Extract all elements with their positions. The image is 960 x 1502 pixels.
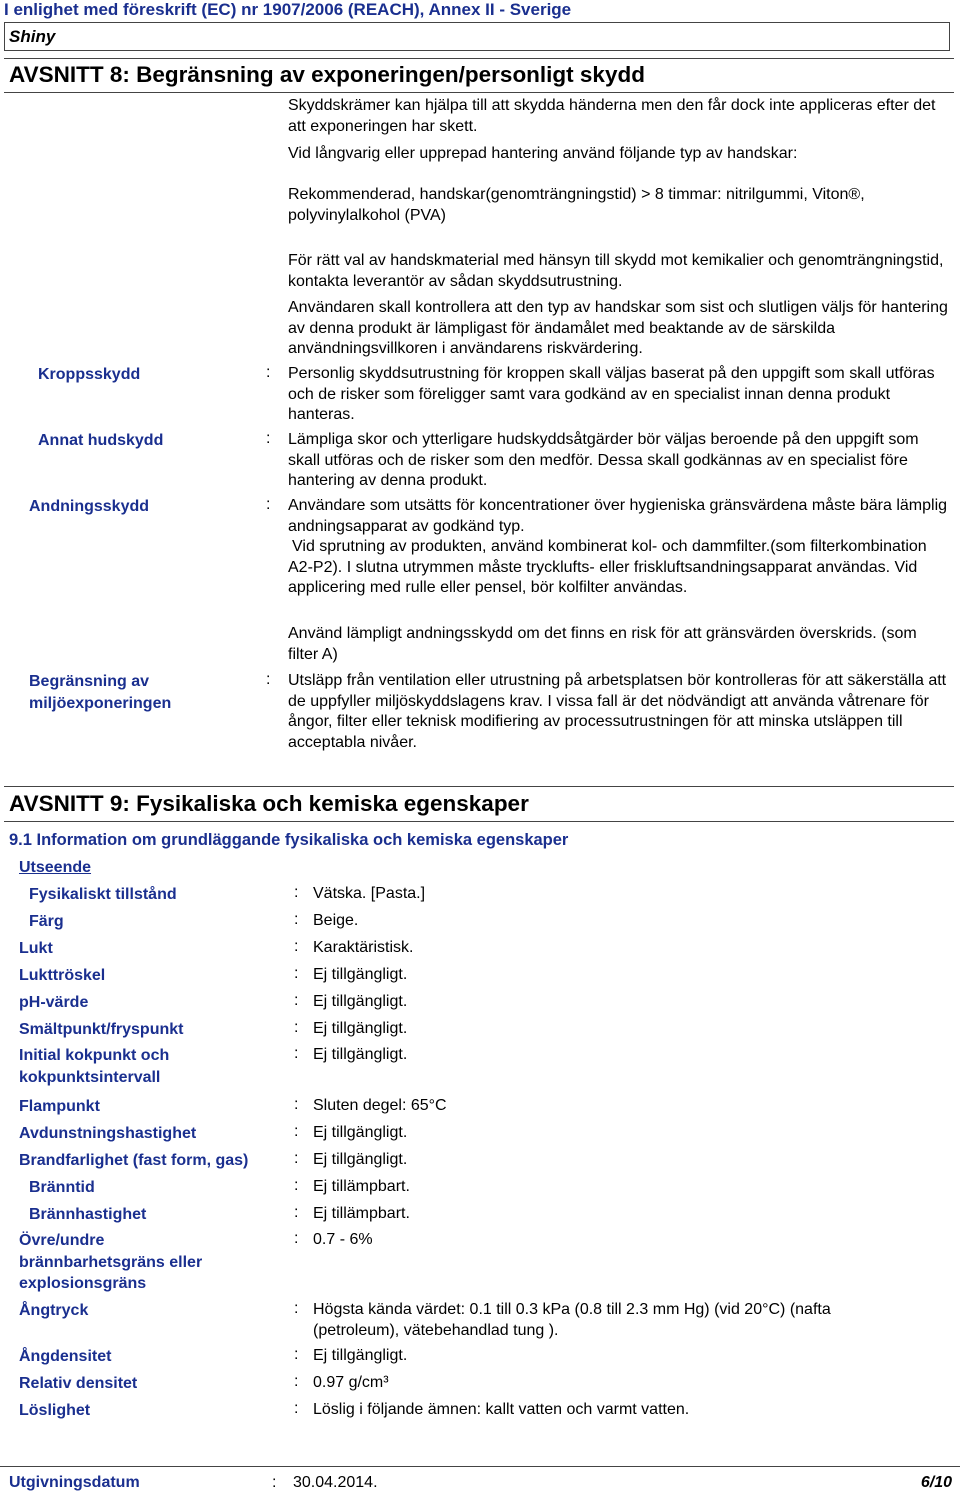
prop-label: Bränntid: [29, 1179, 95, 1196]
prop-colon: :: [294, 1346, 299, 1363]
regulation-header: I enlighet med föreskrift (EC) nr 1907/2006 (REACH), Annex II - Sverige: [4, 0, 572, 19]
prop-colon: :: [294, 1373, 299, 1390]
prop-colon: :: [294, 1177, 299, 1194]
prop-label: Lukttröskel: [19, 967, 106, 984]
prop-value: Ej tillgängligt.: [313, 1046, 408, 1063]
row-text-annat-hudskydd: Lämpliga skor och ytterligare hudskyddsåtgärder bör väljas beroende på den uppgift som skall utföras och de risker som den medför. Dessa skall godkännas av en specialist före hantering av denna produkt.: [288, 431, 919, 489]
prop-label: Fysikaliskt tillstånd: [29, 886, 177, 903]
prop-value: Högsta kända värdet: 0.1 till 0.3 kPa (0.8 till 2.3 mm Hg) (vid 20°C) (nafta (petroleum), vätebehandlad tung ).: [313, 1301, 831, 1339]
prop-label: Brandfarlighet (fast form, gas): [19, 1152, 249, 1169]
prop-colon: :: [294, 992, 299, 1009]
prop-colon: :: [294, 1096, 299, 1113]
page-number: 6/10: [920, 1474, 952, 1491]
row-colon: :: [266, 496, 271, 513]
prop-label: Avdunstningshastighet: [19, 1125, 197, 1142]
product-box: [4, 22, 950, 51]
prop-colon: :: [294, 1123, 299, 1140]
hand-paragraph: Skyddskrämer kan hjälpa till att skydda händerna men den får dock inte appliceras efter det att exponeringen har skett.: [288, 97, 936, 135]
prop-value: Ej tillgängligt.: [313, 1124, 408, 1141]
section-9-title: AVSNITT 9: Fysikaliska och kemiska egenskaper: [9, 791, 529, 816]
prop-value: Ej tillämpbart.: [313, 1178, 410, 1195]
prop-colon: :: [294, 1300, 299, 1317]
prop-value: Ej tillgängligt.: [313, 1151, 408, 1168]
section-divider: [4, 92, 954, 93]
row-text-andningsskydd: Användare som utsätts för koncentrationer över hygieniska gränsvärdena måste bära lämplig andningsapparat av godkänd typ.: [288, 497, 948, 535]
prop-label: Smältpunkt/fryspunkt: [19, 1021, 184, 1038]
prop-label: pH-värde: [19, 994, 89, 1011]
prop-label: Löslighet: [19, 1402, 91, 1419]
prop-label: Initial kokpunkt och kokpunktsintervall: [19, 1047, 170, 1086]
prop-colon: :: [294, 938, 299, 955]
prop-value: Ej tillämpbart.: [313, 1205, 410, 1222]
row-text-miljoexponering: Utsläpp från ventilation eller utrustning på arbetsplatsen bör kontrolleras för att säkerställa att de uppfyller miljöskyddslagens krav. I vissa fall är det nödvändigt att använda våtrenare för ångor, filter eller teknisk modifiering av processutrustningen för att minska utsläppen till acceptabla nivåer.: [288, 672, 947, 751]
hand-paragraph: Vid långvarig eller upprepad hantering använd följande typ av handskar:: [288, 145, 798, 162]
row-colon: :: [266, 364, 271, 381]
prop-colon: :: [294, 965, 299, 982]
prop-colon: :: [294, 911, 299, 928]
prop-value: Ej tillgängligt.: [313, 993, 408, 1010]
prop-value: Vätska. [Pasta.]: [313, 885, 426, 902]
prop-label: Färg: [29, 913, 64, 930]
prop-label: Ångtryck: [19, 1302, 89, 1319]
prop-label: Brännhastighet: [29, 1206, 147, 1223]
footer-colon: :: [272, 1474, 277, 1491]
prop-colon: :: [294, 1204, 299, 1221]
section-divider: [4, 821, 954, 822]
prop-value: 0.97 g/cm³: [313, 1374, 389, 1391]
prop-value: Beige.: [313, 912, 359, 929]
prop-value: 0.7 - 6%: [313, 1231, 373, 1248]
row-colon: :: [266, 430, 271, 447]
row-colon: :: [266, 671, 271, 688]
footer-date-label: Utgivningsdatum: [9, 1474, 140, 1491]
footer-date: 30.04.2014.: [293, 1474, 378, 1491]
hand-paragraph: För rätt val av handskmaterial med hänsyn till skydd mot kemikalier och genomträngningstid, kontakta leverantör av sådan skyddsutrustning.: [288, 252, 944, 290]
row-text-andningsskydd-2: Vid sprutning av produkten, använd kombinerat kol- och dammfilter.(som filterkombination A2-P2). I slutna utrymmen måste trycklufts- eller friskluftsandningsapparat användas. Vid applicering med rulle eller pensel, bör kolfilter användas.: [288, 538, 927, 596]
section-9-1-subtitle: 9.1 Information om grundläggande fysikaliska och kemiska egenskaper: [9, 831, 569, 849]
prop-value: Ej tillgängligt.: [313, 1020, 408, 1037]
row-label-annat-hudskydd: Annat hudskydd: [38, 432, 164, 449]
appearance-heading: Utseende: [19, 859, 92, 876]
prop-colon: :: [294, 1045, 299, 1062]
section-8-title: AVSNITT 8: Begränsning av exponeringen/personligt skydd: [9, 62, 645, 87]
row-label-kroppsskydd: Kroppsskydd: [38, 366, 141, 383]
prop-label: Relativ densitet: [19, 1375, 138, 1392]
row-label-miljoexponering: Begränsning av miljöexponeringen: [29, 673, 172, 712]
section-divider: [4, 786, 954, 787]
row-text-kroppsskydd: Personlig skyddsutrustning för kroppen skall väljas baserat på den uppgift som skall utföras och de risker som föreligger samt vara godkänd av en specialist innan denna produkt hanteras.: [288, 365, 935, 423]
hand-paragraph: Användaren skall kontrollera att den typ av handskar som sist och slutligen väljs för hantering av denna produkt är lämpligast för ändamålet med beaktande av de särskilda användningsvillkoren i användarens riskvärdering.: [288, 299, 948, 357]
hand-paragraph: Rekommenderad, handskar(genomträngningstid) > 8 timmar: nitrilgummi, Viton®, polyvinylalkohol (PVA): [288, 186, 865, 224]
row-label-andningsskydd: Andningsskydd: [29, 498, 150, 515]
prop-colon: :: [294, 1150, 299, 1167]
prop-label: Ångdensitet: [19, 1348, 112, 1365]
prop-label: Lukt: [19, 940, 53, 957]
prop-value: Ej tillgängligt.: [313, 1347, 408, 1364]
prop-value: Sluten degel: 65°C: [313, 1097, 447, 1114]
prop-colon: :: [294, 1230, 299, 1247]
prop-label: Flampunkt: [19, 1098, 100, 1115]
prop-value: Ej tillgängligt.: [313, 966, 408, 983]
prop-colon: :: [294, 884, 299, 901]
footer-divider: [0, 1466, 960, 1467]
prop-colon: :: [294, 1019, 299, 1036]
row-text-andningsskydd-3: Använd lämpligt andningsskydd om det finns en risk för att gränsvärden överskrids. (som filter A): [288, 625, 917, 663]
prop-value: Löslig i följande ämnen: kallt vatten och varmt vatten.: [313, 1401, 690, 1418]
prop-value: Karaktäristisk.: [313, 939, 414, 956]
prop-colon: :: [294, 1400, 299, 1417]
product-name: Shiny: [9, 27, 56, 46]
prop-label: Övre/undre brännbarhetsgräns eller explosionsgräns: [19, 1232, 203, 1292]
section-divider: [4, 58, 954, 59]
